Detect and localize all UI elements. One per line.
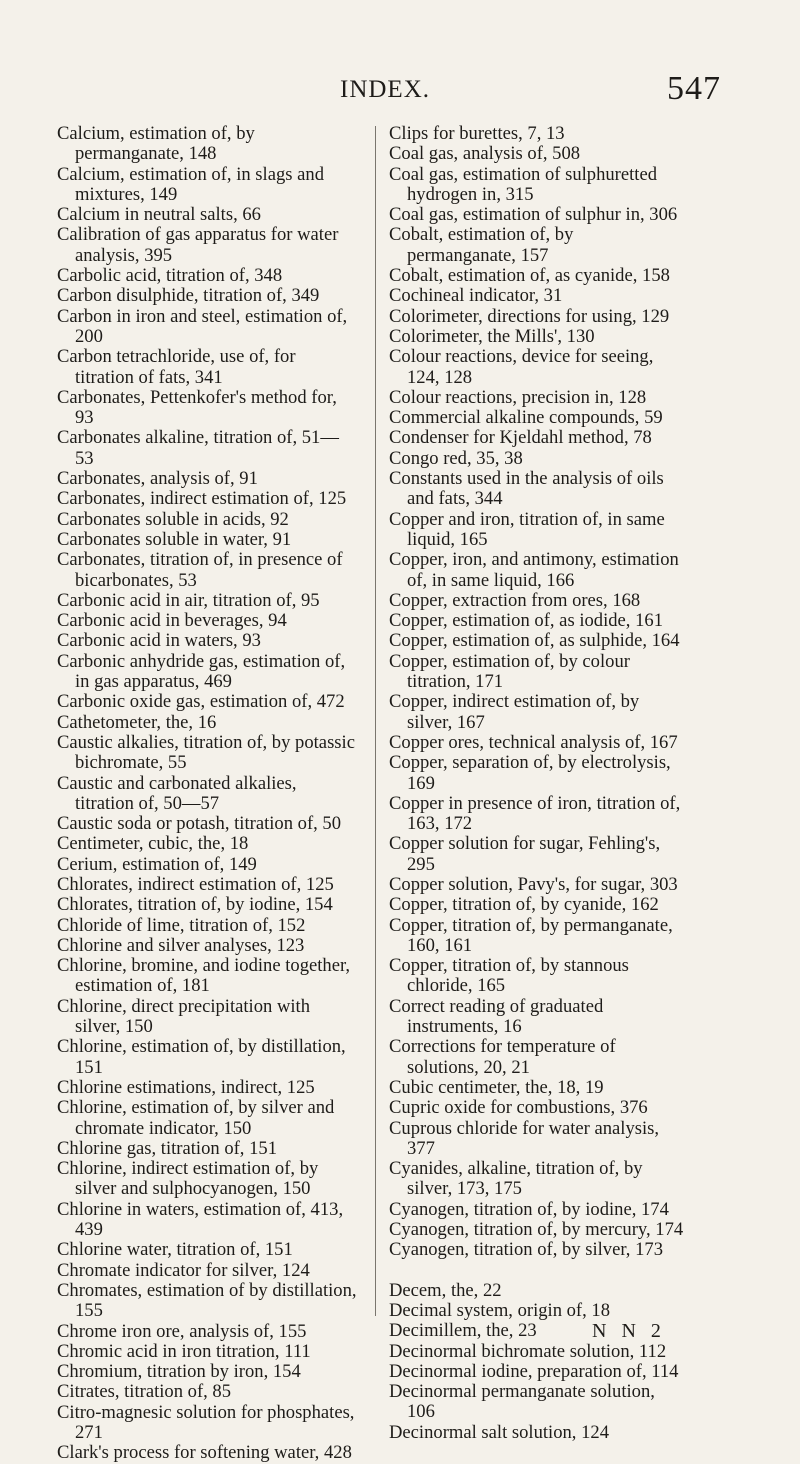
index-entry: Copper, estimation of, as iodide, 161 <box>389 610 663 632</box>
column-divider <box>375 126 376 1316</box>
index-entry: Carbonates, analysis of, 91 <box>57 468 258 490</box>
index-entry: Copper, separation of, by electrolysis, 169 <box>389 752 671 794</box>
index-entry: Decinormal permanganate solution, 106 <box>389 1381 655 1423</box>
index-entry: Chlorine, bromine, and iodine together, estimation of, 181 <box>57 955 351 997</box>
index-entry: Cyanides, alkaline, titration of, by silver, 173, 175 <box>389 1158 643 1200</box>
index-entry: Chloride of lime, titration of, 152 <box>57 914 306 936</box>
index-entry: Chlorine in waters, estimation of, 413, 439 <box>57 1198 344 1241</box>
index-entry: Chlorine water, titration of, 151 <box>57 1239 293 1261</box>
index-entry: Copper, indirect estimation of, by silver, 167 <box>389 691 640 733</box>
page-number: 547 <box>667 70 721 107</box>
index-entry: Centimeter, cubic, the, 18 <box>57 833 249 855</box>
index-entry: Clips for burettes, 7, 13 <box>389 123 565 144</box>
index-entry: Colour reactions, precision in, 128 <box>389 386 647 408</box>
index-entry: Condenser for Kjeldahl method, 78 <box>389 427 652 449</box>
index-entry: Chlorine, direct precipitation with silver, 150 <box>57 995 311 1038</box>
index-entry: Cobalt, estimation of, as cyanide, 158 <box>389 265 670 287</box>
index-entry: Clark's process for softening water, 428 <box>57 1442 352 1464</box>
index-entry: Chlorine, indirect estimation of, by silver and sulphocyanogen, 150 <box>57 1158 319 1200</box>
index-entry: Carbonates, titration of, in presence of bicarbonates, 53 <box>57 549 343 591</box>
index-entry: Cobalt, estimation of, by permanganate, 157 <box>389 224 574 266</box>
index-entry: Copper solution for sugar, Fehling's, 295 <box>389 833 661 875</box>
index-entry: Chlorates, titration of, by iodine, 154 <box>57 894 333 916</box>
index-entry: Decinormal bichromate solution, 112 <box>389 1340 667 1362</box>
index-entry: Cochineal indicator, 31 <box>389 285 563 307</box>
index-entry: Chromate indicator for silver, 124 <box>57 1259 310 1281</box>
index-entry: Carbonic oxide gas, estimation of, 472 <box>57 691 345 713</box>
index-entry: Cuprous chloride for water analysis, 377 <box>389 1117 660 1159</box>
index-entry: Carbon tetrachloride, use of, for titration of fats, 341 <box>57 346 296 388</box>
index-entry: Copper, extraction from ores, 168 <box>389 589 641 611</box>
index-entry: Calcium, estimation of, by permanganate, 148 <box>57 123 255 165</box>
index-entry: Caustic soda or potash, titration of, 50 <box>57 813 342 835</box>
index-entry: Cerium, estimation of, 149 <box>57 853 257 875</box>
index-entry: Colorimeter, the Mills', 130 <box>389 325 595 347</box>
index-entry: Decem, the, 22 <box>389 1279 502 1301</box>
index-entry: Citrates, titration of, 85 <box>57 1381 232 1403</box>
index-entry: Cyanogen, titration of, by mercury, 174 <box>389 1219 684 1241</box>
index-entry: Calcium in neutral salts, 66 <box>57 204 261 226</box>
index-entry: Copper ores, technical analysis of, 167 <box>389 731 678 753</box>
index-entry: Chlorine and silver analyses, 123 <box>57 934 305 956</box>
index-entry: Copper in presence of iron, titration of, 163, 172 <box>389 792 681 835</box>
running-title: INDEX. <box>340 76 431 103</box>
index-entry: Copper, iron, and antimony, estimation of, in same liquid, 166 <box>389 549 679 591</box>
index-entry: Correct reading of graduated instruments, 16 <box>389 995 604 1038</box>
index-entry: Carbonates, indirect estimation of, 125 <box>57 488 347 510</box>
index-entry: Copper, estimation of, by colour titration, 171 <box>389 650 630 693</box>
index-entry: Decinormal iodine, preparation of, 114 <box>389 1360 679 1382</box>
index-entry: Copper, titration of, by permanganate, 160, 161 <box>389 914 673 956</box>
index-entry: Chromic acid in iron titration, 111 <box>57 1340 311 1362</box>
index-entry: Colorimeter, directions for using, 129 <box>389 305 670 327</box>
index-entry: Carbonates, Pettenkofer's method for, 93 <box>57 386 337 429</box>
index-entry: Carbonic acid in air, titration of, 95 <box>57 589 320 611</box>
index-entry: Cyanogen, titration of, by iodine, 174 <box>389 1198 669 1220</box>
index-entry: Copper and iron, titration of, in same liquid, 165 <box>389 508 665 550</box>
index-entry: Congo red, 35, 38 <box>389 447 523 469</box>
index-entry: Coal gas, estimation of sulphuretted hydrogen in, 315 <box>389 163 658 205</box>
index-entry: Carbon disulphide, titration of, 349 <box>57 285 320 307</box>
index-entry: Colour reactions, device for seeing, 124, 128 <box>389 346 654 388</box>
index-entry: Decimal system, origin of, 18 <box>389 1299 611 1321</box>
index-entry: Constants used in the analysis of oils and fats, 344 <box>389 468 664 510</box>
page-header <box>0 70 800 110</box>
index-entry: Chlorine estimations, indirect, 125 <box>57 1076 315 1098</box>
index-column-right <box>389 124 686 1443</box>
index-entry: Carbonic acid in waters, 93 <box>57 630 261 652</box>
index-entry: Cubic centimeter, the, 18, 19 <box>389 1076 604 1098</box>
index-entry: Citro-magnesic solution for phosphates, 271 <box>57 1401 355 1443</box>
index-entry: Chromates, estimation of by distillation, 155 <box>57 1279 357 1322</box>
index-entry: Copper, titration of, by cyanide, 162 <box>389 894 659 916</box>
index-entry: Carbonates alkaline, titration of, 51—53 <box>57 427 339 469</box>
index-entry: Chlorine, estimation of, by silver and chromate indicator, 150 <box>57 1097 335 1139</box>
index-entry: Chromium, titration by iron, 154 <box>57 1361 301 1383</box>
index-entry: Chrome iron ore, analysis of, 155 <box>57 1320 307 1342</box>
index-entry: Commercial alkaline compounds, 59 <box>389 407 663 429</box>
index-entry: Chlorine, estimation of, by distillation, 151 <box>57 1036 346 1078</box>
index-entry: Calcium, estimation of, in slags and mixtures, 149 <box>57 163 324 205</box>
index-entry: Carbonic anhydride gas, estimation of, in gas apparatus, 469 <box>57 650 346 693</box>
index-entry: Cupric oxide for combustions, 376 <box>389 1097 648 1119</box>
index-entry: Corrections for temperature of solutions, 20, 21 <box>389 1036 616 1078</box>
index-entry: Cyanogen, titration of, by silver, 173 <box>389 1239 663 1261</box>
index-column-left <box>57 124 357 1464</box>
index-entry: Carbonic acid in beverages, 94 <box>57 610 287 632</box>
index-entry: Carbonates soluble in water, 91 <box>57 528 292 550</box>
index-entry: Copper, estimation of, as sulphide, 164 <box>389 630 680 652</box>
index-entry: Decinormal salt solution, 124 <box>389 1421 609 1443</box>
index-entry: Copper, titration of, by stannous chloride, 165 <box>389 955 629 997</box>
index-entry: Carbolic acid, titration of, 348 <box>57 265 283 287</box>
index-entry: Cathetometer, the, 16 <box>57 711 217 733</box>
index-entry: Chlorine gas, titration of, 151 <box>57 1137 277 1159</box>
index-entry: Carbon in iron and steel, estimation of, 200 <box>57 305 348 347</box>
index-entry: Carbonates soluble in acids, 92 <box>57 508 289 530</box>
index-entry: Coal gas, estimation of sulphur in, 306 <box>389 204 678 226</box>
index-entry: Calibration of gas apparatus for water analysis, 395 <box>57 224 339 266</box>
index-entry: Caustic alkalies, titration of, by potassic bichromate, 55 <box>57 731 355 774</box>
index-entry: Coal gas, analysis of, 508 <box>389 143 581 165</box>
index-entry: Chlorates, indirect estimation of, 125 <box>57 873 334 895</box>
index-entry: Caustic and carbonated alkalies, titration of, 50—57 <box>57 772 297 814</box>
index-entry: Decimillem, the, 23 <box>389 1320 537 1342</box>
signature-mark: N N 2 <box>592 1320 666 1342</box>
index-entry: Copper solution, Pavy's, for sugar, 303 <box>389 873 678 895</box>
